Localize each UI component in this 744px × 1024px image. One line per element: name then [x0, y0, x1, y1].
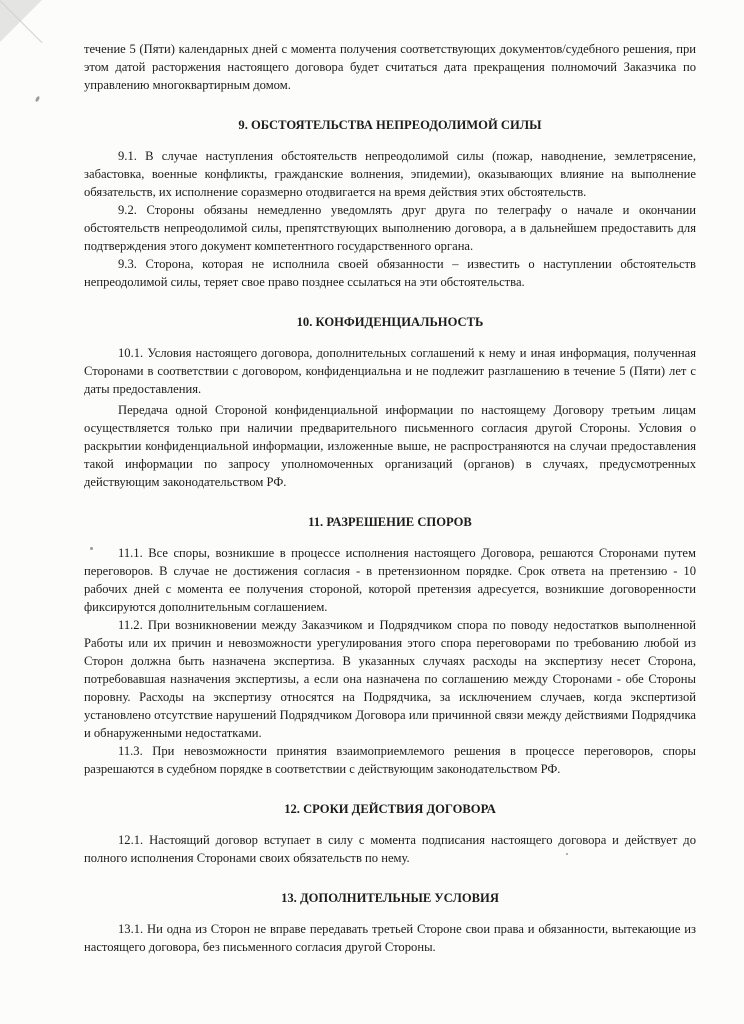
section-11-title: 11. РАЗРЕШЕНИЕ СПОРОВ: [308, 515, 472, 529]
intro-paragraph: течение 5 (Пяти) календарных дней с момента получения соответствующих документов/судебного решения, при этом датой расторжения настоящего договора будет считаться дата прекращения полномочий Заказчика по управлению многоквартирным домом.: [84, 42, 696, 92]
scan-speck: [35, 96, 41, 103]
clause-11-1: 11.1. Все споры, возникшие в процессе исполнения настоящего Договора, решаются Сторонами путем переговоров. В случае не достижения согласия - в претензионном порядке. Срок ответа на претензию - 10 рабочих дней с момента ее получения стороной, которой претензия адресуется, возникшие договоренности фиксируются дополнительным соглашением.: [84, 546, 696, 614]
clause-9-1: 9.1. В случае наступления обстоятельств непреодолимой силы (пожар, наводнение, землетрясение, забастовка, военные конфликты, гражданские волнения, эпидемии), оказывающих влияние на выполнение обязательств, их исполнение соразмерно отодвигается на время действия этих обстоятельств.: [84, 149, 696, 199]
clause-12-1: 12.1. Настоящий договор вступает в силу с момента подписания настоящего договора и действует до полного исполнения Сторонами своих обязательств по нему.: [84, 833, 696, 865]
clause-10-transfer: Передача одной Стороной конфиденциальной информации по настоящему Договору третьим лицам осуществляется только при наличии предварительного письменного согласия другой Стороны. Условия о раскрытии конфиденциальной информации, изложенные выше, не распространяются на случаи предоставления такой информации по запросу уполномоченных организаций (органов) в случаях, предусмотренных действующим законодательством РФ.: [84, 403, 696, 489]
clause-11-3: 11.3. При невозможности принятия взаимоприемлемого решения в процессе переговоров, споры разрешаются в судебном порядке в соответствии с действующим законодательством РФ.: [84, 744, 696, 776]
clause-9-3: 9.3. Сторона, которая не исполнила своей обязанности – известить о наступлении обстоятельств непреодолимой силы, теряет свое право позднее ссылаться на эти обстоятельства.: [84, 257, 696, 289]
clause-11-2: 11.2. При возникновении между Заказчиком и Подрядчиком спора по поводу недостатков выполненной Работы или их причин и невозможности урегулирования этого спора переговорами по требованию любой из Сторон должна быть назначена экспертиза. В указанных случаях расходы на экспертизу несет Сторона, потребовавшая назначения экспертизы, а если она назначена по соглашению между Сторонами - обе Стороны поровну. Расходы на экспертизу относятся на Подрядчика, за исключением случаев, когда экспертизой установлено отсутствие нарушений Подрядчиком Договора или причинной связи между действиями Подрядчика и обнаруженными недостатками.: [84, 618, 696, 740]
clause-13-1: 13.1. Ни одна из Сторон не вправе передавать третьей Стороне свои права и обязанности, вытекающие из настоящего договора, без письменного согласия другой Стороны.: [84, 922, 696, 954]
folded-corner: [0, 0, 42, 42]
section-10-title: 10. КОНФИДЕНЦИАЛЬНОСТЬ: [296, 315, 484, 329]
section-12-title: 12. СРОКИ ДЕЙСТВИЯ ДОГОВОРА: [284, 802, 496, 816]
section-9-title: 9. ОБСТОЯТЕЛЬСТВА НЕПРЕОДОЛИМОЙ СИЛЫ: [238, 118, 542, 132]
section-13-title: 13. ДОПОЛНИТЕЛЬНЫЕ УСЛОВИЯ: [281, 891, 499, 905]
document-body: [84, 40, 696, 956]
clause-10-1: 10.1. Условия настоящего договора, дополнительных соглашений к нему и иная информация, полученная Сторонами в соответствии с договором, конфиденциальна и не подлежит разглашению в течение 5 (Пяти) лет с даты предоставления.: [84, 346, 696, 396]
clause-9-2: 9.2. Стороны обязаны немедленно уведомлять друг друга по телеграфу о начале и окончании обстоятельств непреодолимой силы, препятствующих выполнению договора, а в дальнейшем предоставить для подтверждения этого документ компетентного государственного органа.: [84, 203, 696, 253]
